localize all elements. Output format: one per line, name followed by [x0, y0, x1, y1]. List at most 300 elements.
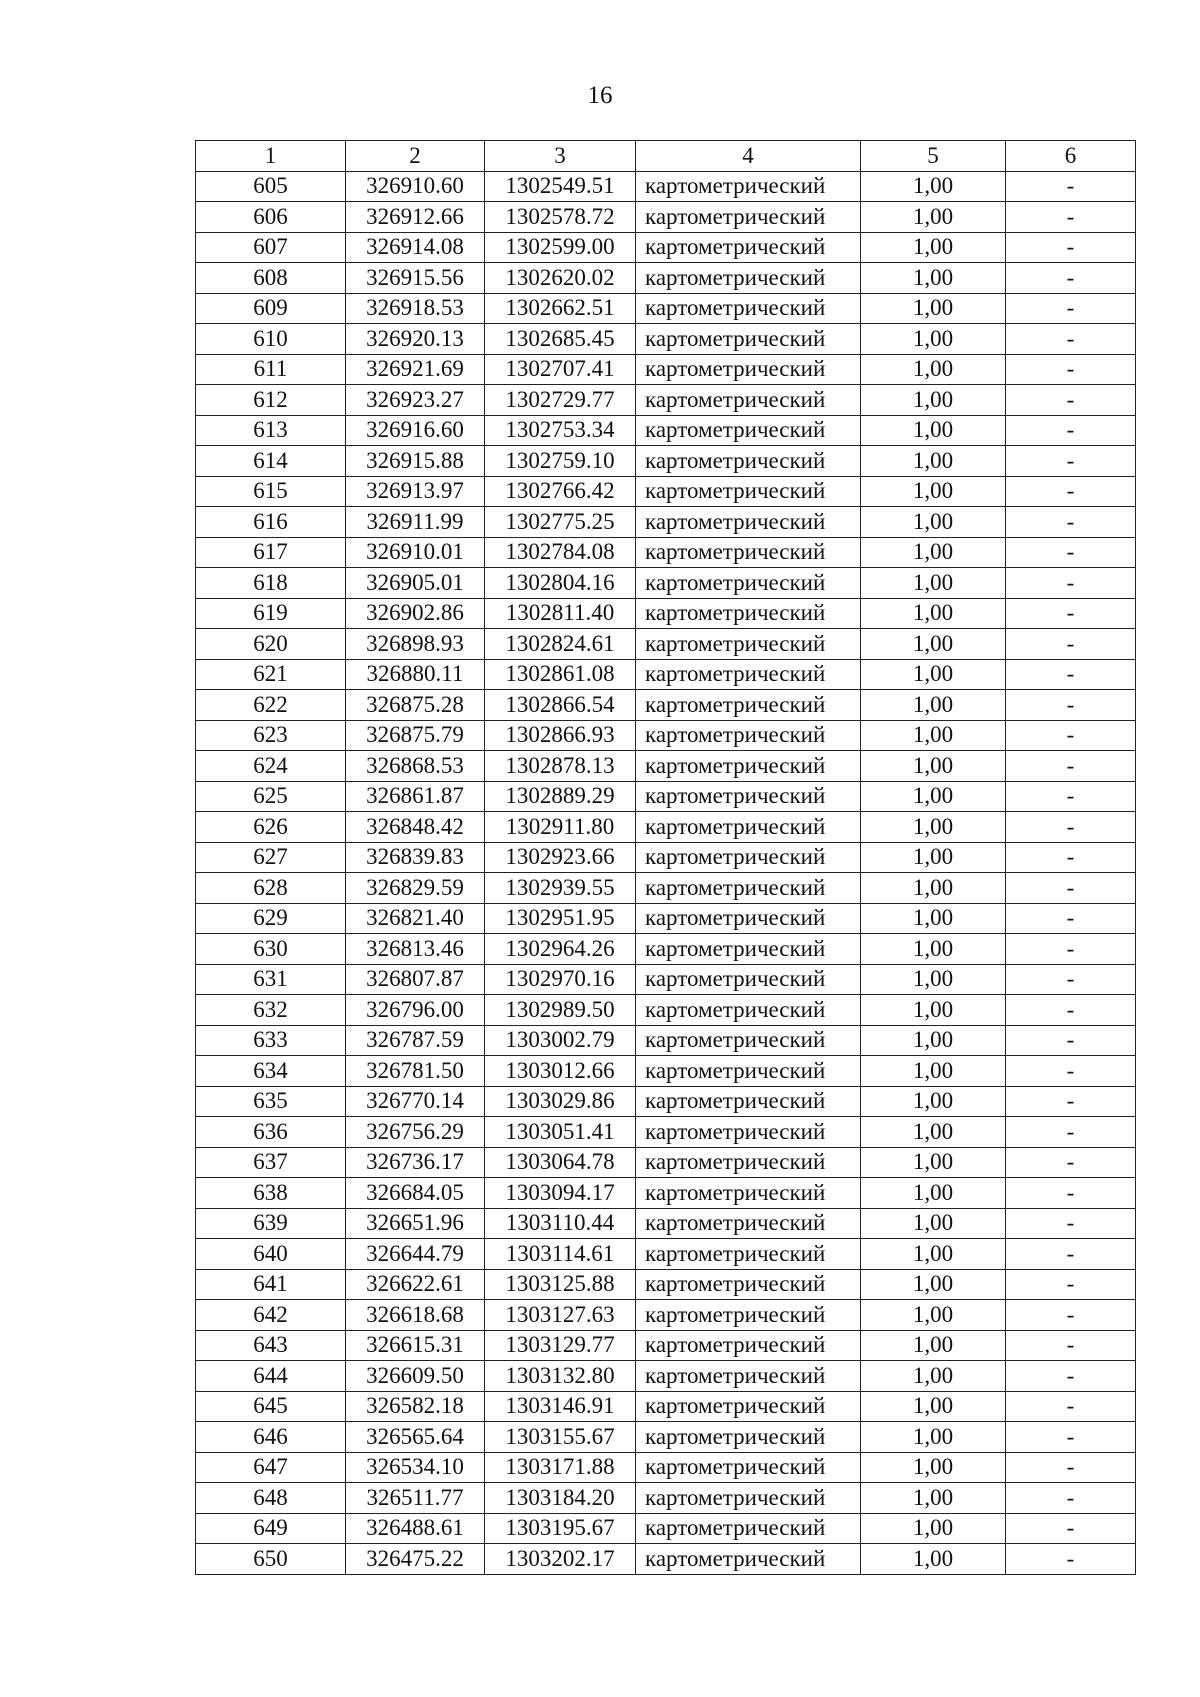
table-row — [196, 1422, 1136, 1453]
table-row — [196, 1391, 1136, 1422]
table-row — [196, 1483, 1136, 1514]
x-coordinate-cell: 326615.31 — [346, 1330, 485, 1361]
x-coordinate-cell: 326848.42 — [346, 812, 485, 843]
table-row — [196, 934, 1136, 965]
table-row — [196, 873, 1136, 904]
method-cell: картометрический — [636, 1208, 861, 1239]
note-cell: - — [1006, 1239, 1136, 1270]
table-row — [196, 598, 1136, 629]
point-number-cell: 641 — [196, 1269, 346, 1300]
note-cell: - — [1006, 629, 1136, 660]
note-cell: - — [1006, 1300, 1136, 1331]
table-row — [196, 964, 1136, 995]
y-coordinate-cell: 1302911.80 — [485, 812, 636, 843]
point-number-cell: 607 — [196, 232, 346, 263]
table-row — [196, 568, 1136, 599]
table-row — [196, 812, 1136, 843]
precision-cell: 1,00 — [861, 690, 1006, 721]
y-coordinate-cell: 1302804.16 — [485, 568, 636, 599]
method-cell: картометрический — [636, 1056, 861, 1087]
note-cell: - — [1006, 1422, 1136, 1453]
precision-cell: 1,00 — [861, 903, 1006, 934]
table-row — [196, 171, 1136, 202]
table-row — [196, 293, 1136, 324]
precision-cell: 1,00 — [861, 1330, 1006, 1361]
method-cell: картометрический — [636, 995, 861, 1026]
x-coordinate-cell: 326821.40 — [346, 903, 485, 934]
y-coordinate-cell: 1303184.20 — [485, 1483, 636, 1514]
y-coordinate-cell: 1302759.10 — [485, 446, 636, 477]
point-number-cell: 646 — [196, 1422, 346, 1453]
precision-cell: 1,00 — [861, 1391, 1006, 1422]
point-number-cell: 617 — [196, 537, 346, 568]
x-coordinate-cell: 326923.27 — [346, 385, 485, 416]
method-cell: картометрический — [636, 751, 861, 782]
point-number-cell: 615 — [196, 476, 346, 507]
table-row — [196, 1361, 1136, 1392]
y-coordinate-cell: 1303064.78 — [485, 1147, 636, 1178]
table-row — [196, 415, 1136, 446]
point-number-cell: 649 — [196, 1513, 346, 1544]
table-row — [196, 903, 1136, 934]
precision-cell: 1,00 — [861, 1300, 1006, 1331]
precision-cell: 1,00 — [861, 1513, 1006, 1544]
method-cell: картометрический — [636, 232, 861, 263]
point-number-cell: 625 — [196, 781, 346, 812]
x-coordinate-cell: 326861.87 — [346, 781, 485, 812]
precision-cell: 1,00 — [861, 1025, 1006, 1056]
x-coordinate-cell: 326534.10 — [346, 1452, 485, 1483]
x-coordinate-cell: 326913.97 — [346, 476, 485, 507]
precision-cell: 1,00 — [861, 202, 1006, 233]
precision-cell: 1,00 — [861, 446, 1006, 477]
note-cell: - — [1006, 354, 1136, 385]
x-coordinate-cell: 326920.13 — [346, 324, 485, 355]
method-cell: картометрический — [636, 903, 861, 934]
point-number-cell: 608 — [196, 263, 346, 294]
table-row — [196, 1086, 1136, 1117]
y-coordinate-cell: 1303114.61 — [485, 1239, 636, 1270]
note-cell: - — [1006, 934, 1136, 965]
table-body — [196, 171, 1136, 1574]
x-coordinate-cell: 326915.88 — [346, 446, 485, 477]
point-number-cell: 621 — [196, 659, 346, 690]
method-cell: картометрический — [636, 1544, 861, 1575]
table-row — [196, 690, 1136, 721]
table-row — [196, 202, 1136, 233]
precision-cell: 1,00 — [861, 232, 1006, 263]
precision-cell: 1,00 — [861, 659, 1006, 690]
method-cell: картометрический — [636, 873, 861, 904]
table-row — [196, 507, 1136, 538]
point-number-cell: 626 — [196, 812, 346, 843]
point-number-cell: 605 — [196, 171, 346, 202]
note-cell: - — [1006, 1391, 1136, 1422]
precision-cell: 1,00 — [861, 629, 1006, 660]
y-coordinate-cell: 1302784.08 — [485, 537, 636, 568]
precision-cell: 1,00 — [861, 995, 1006, 1026]
y-coordinate-cell: 1302766.42 — [485, 476, 636, 507]
precision-cell: 1,00 — [861, 507, 1006, 538]
x-coordinate-cell: 326914.08 — [346, 232, 485, 263]
y-coordinate-cell: 1302861.08 — [485, 659, 636, 690]
table-row — [196, 263, 1136, 294]
note-cell: - — [1006, 385, 1136, 416]
method-cell: картометрический — [636, 507, 861, 538]
table-row — [196, 751, 1136, 782]
y-coordinate-cell: 1303012.66 — [485, 1056, 636, 1087]
point-number-cell: 624 — [196, 751, 346, 782]
y-coordinate-cell: 1303029.86 — [485, 1086, 636, 1117]
point-number-cell: 643 — [196, 1330, 346, 1361]
method-cell: картометрический — [636, 1361, 861, 1392]
point-number-cell: 644 — [196, 1361, 346, 1392]
x-coordinate-cell: 326756.29 — [346, 1117, 485, 1148]
y-coordinate-cell: 1302549.51 — [485, 171, 636, 202]
table-row — [196, 1300, 1136, 1331]
note-cell: - — [1006, 1513, 1136, 1544]
method-cell: картометрический — [636, 1391, 861, 1422]
point-number-cell: 628 — [196, 873, 346, 904]
note-cell: - — [1006, 690, 1136, 721]
precision-cell: 1,00 — [861, 1056, 1006, 1087]
table-row — [196, 1178, 1136, 1209]
table-row — [196, 659, 1136, 690]
point-number-cell: 620 — [196, 629, 346, 660]
precision-cell: 1,00 — [861, 415, 1006, 446]
note-cell: - — [1006, 1544, 1136, 1575]
point-number-cell: 631 — [196, 964, 346, 995]
point-number-cell: 613 — [196, 415, 346, 446]
note-cell: - — [1006, 476, 1136, 507]
x-coordinate-cell: 326868.53 — [346, 751, 485, 782]
note-cell: - — [1006, 1025, 1136, 1056]
method-cell: картометрический — [636, 1300, 861, 1331]
method-cell: картометрический — [636, 1178, 861, 1209]
table-row — [196, 720, 1136, 751]
method-cell: картометрический — [636, 1330, 861, 1361]
precision-cell: 1,00 — [861, 385, 1006, 416]
table-row — [196, 1330, 1136, 1361]
x-coordinate-cell: 326880.11 — [346, 659, 485, 690]
note-cell: - — [1006, 1117, 1136, 1148]
table-row — [196, 1208, 1136, 1239]
method-cell: картометрический — [636, 1422, 861, 1453]
method-cell: картометрический — [636, 476, 861, 507]
precision-cell: 1,00 — [861, 1452, 1006, 1483]
y-coordinate-cell: 1302775.25 — [485, 507, 636, 538]
method-cell: картометрический — [636, 171, 861, 202]
note-cell: - — [1006, 1269, 1136, 1300]
method-cell: картометрический — [636, 385, 861, 416]
point-number-cell: 611 — [196, 354, 346, 385]
precision-cell: 1,00 — [861, 1147, 1006, 1178]
point-number-cell: 616 — [196, 507, 346, 538]
note-cell: - — [1006, 751, 1136, 782]
table-row — [196, 537, 1136, 568]
x-coordinate-cell: 326875.79 — [346, 720, 485, 751]
table-row — [196, 385, 1136, 416]
point-number-cell: 606 — [196, 202, 346, 233]
precision-cell: 1,00 — [861, 1269, 1006, 1300]
y-coordinate-cell: 1302729.77 — [485, 385, 636, 416]
x-coordinate-cell: 326787.59 — [346, 1025, 485, 1056]
x-coordinate-cell: 326511.77 — [346, 1483, 485, 1514]
precision-cell: 1,00 — [861, 842, 1006, 873]
table-row — [196, 354, 1136, 385]
x-coordinate-cell: 326736.17 — [346, 1147, 485, 1178]
x-coordinate-cell: 326488.61 — [346, 1513, 485, 1544]
note-cell: - — [1006, 568, 1136, 599]
y-coordinate-cell: 1302989.50 — [485, 995, 636, 1026]
method-cell: картометрический — [636, 629, 861, 660]
note-cell: - — [1006, 842, 1136, 873]
method-cell: картометрический — [636, 324, 861, 355]
precision-cell: 1,00 — [861, 964, 1006, 995]
x-coordinate-cell: 326807.87 — [346, 964, 485, 995]
note-cell: - — [1006, 415, 1136, 446]
x-coordinate-cell: 326475.22 — [346, 1544, 485, 1575]
note-cell: - — [1006, 232, 1136, 263]
method-cell: картометрический — [636, 659, 861, 690]
x-coordinate-cell: 326770.14 — [346, 1086, 485, 1117]
precision-cell: 1,00 — [861, 1086, 1006, 1117]
method-cell: картометрический — [636, 1239, 861, 1270]
precision-cell: 1,00 — [861, 1483, 1006, 1514]
point-number-cell: 636 — [196, 1117, 346, 1148]
note-cell: - — [1006, 1147, 1136, 1178]
table-row — [196, 232, 1136, 263]
page-number: 16 — [587, 82, 613, 109]
x-coordinate-cell: 326910.60 — [346, 171, 485, 202]
x-coordinate-cell: 326875.28 — [346, 690, 485, 721]
y-coordinate-cell: 1302707.41 — [485, 354, 636, 385]
y-coordinate-cell: 1302951.95 — [485, 903, 636, 934]
header-row — [196, 141, 1136, 172]
x-coordinate-cell: 326622.61 — [346, 1269, 485, 1300]
method-cell: картометрический — [636, 293, 861, 324]
point-number-cell: 623 — [196, 720, 346, 751]
x-coordinate-cell: 326565.64 — [346, 1422, 485, 1453]
precision-cell: 1,00 — [861, 1422, 1006, 1453]
y-coordinate-cell: 1302811.40 — [485, 598, 636, 629]
precision-cell: 1,00 — [861, 324, 1006, 355]
y-coordinate-cell: 1302685.45 — [485, 324, 636, 355]
precision-cell: 1,00 — [861, 1208, 1006, 1239]
y-coordinate-cell: 1302599.00 — [485, 232, 636, 263]
note-cell: - — [1006, 324, 1136, 355]
table-row — [196, 1269, 1136, 1300]
column-header-3: 3 — [485, 141, 636, 172]
column-header-5: 5 — [861, 141, 1006, 172]
point-number-cell: 650 — [196, 1544, 346, 1575]
method-cell: картометрический — [636, 781, 861, 812]
y-coordinate-cell: 1303195.67 — [485, 1513, 636, 1544]
x-coordinate-cell: 326618.68 — [346, 1300, 485, 1331]
table-row — [196, 1025, 1136, 1056]
table-row — [196, 1544, 1136, 1575]
method-cell: картометрический — [636, 446, 861, 477]
coordinates-table — [195, 140, 1136, 1575]
y-coordinate-cell: 1302866.54 — [485, 690, 636, 721]
note-cell: - — [1006, 171, 1136, 202]
precision-cell: 1,00 — [861, 476, 1006, 507]
y-coordinate-cell: 1302578.72 — [485, 202, 636, 233]
precision-cell: 1,00 — [861, 171, 1006, 202]
x-coordinate-cell: 326839.83 — [346, 842, 485, 873]
table-row — [196, 1239, 1136, 1270]
note-cell: - — [1006, 1178, 1136, 1209]
table-row — [196, 781, 1136, 812]
note-cell: - — [1006, 1452, 1136, 1483]
precision-cell: 1,00 — [861, 537, 1006, 568]
precision-cell: 1,00 — [861, 934, 1006, 965]
y-coordinate-cell: 1302970.16 — [485, 964, 636, 995]
method-cell: картометрический — [636, 354, 861, 385]
y-coordinate-cell: 1303171.88 — [485, 1452, 636, 1483]
x-coordinate-cell: 326781.50 — [346, 1056, 485, 1087]
point-number-cell: 634 — [196, 1056, 346, 1087]
point-number-cell: 645 — [196, 1391, 346, 1422]
method-cell: картометрический — [636, 720, 861, 751]
column-header-4: 4 — [636, 141, 861, 172]
note-cell: - — [1006, 720, 1136, 751]
x-coordinate-cell: 326796.00 — [346, 995, 485, 1026]
x-coordinate-cell: 326813.46 — [346, 934, 485, 965]
note-cell: - — [1006, 659, 1136, 690]
precision-cell: 1,00 — [861, 1544, 1006, 1575]
y-coordinate-cell: 1303125.88 — [485, 1269, 636, 1300]
method-cell: картометрический — [636, 263, 861, 294]
method-cell: картометрический — [636, 1269, 861, 1300]
table-row — [196, 476, 1136, 507]
y-coordinate-cell: 1302923.66 — [485, 842, 636, 873]
note-cell: - — [1006, 202, 1136, 233]
point-number-cell: 637 — [196, 1147, 346, 1178]
x-coordinate-cell: 326916.60 — [346, 415, 485, 446]
method-cell: картометрический — [636, 598, 861, 629]
method-cell: картометрический — [636, 934, 861, 965]
x-coordinate-cell: 326651.96 — [346, 1208, 485, 1239]
x-coordinate-cell: 326921.69 — [346, 354, 485, 385]
point-number-cell: 610 — [196, 324, 346, 355]
y-coordinate-cell: 1303202.17 — [485, 1544, 636, 1575]
note-cell: - — [1006, 446, 1136, 477]
note-cell: - — [1006, 1086, 1136, 1117]
method-cell: картометрический — [636, 1025, 861, 1056]
method-cell: картометрический — [636, 964, 861, 995]
point-number-cell: 642 — [196, 1300, 346, 1331]
note-cell: - — [1006, 537, 1136, 568]
y-coordinate-cell: 1302878.13 — [485, 751, 636, 782]
x-coordinate-cell: 326609.50 — [346, 1361, 485, 1392]
note-cell: - — [1006, 1361, 1136, 1392]
method-cell: картометрический — [636, 1513, 861, 1544]
x-coordinate-cell: 326644.79 — [346, 1239, 485, 1270]
precision-cell: 1,00 — [861, 1117, 1006, 1148]
method-cell: картометрический — [636, 1117, 861, 1148]
column-header-1: 1 — [196, 141, 346, 172]
y-coordinate-cell: 1302889.29 — [485, 781, 636, 812]
note-cell: - — [1006, 598, 1136, 629]
precision-cell: 1,00 — [861, 354, 1006, 385]
x-coordinate-cell: 326898.93 — [346, 629, 485, 660]
method-cell: картометрический — [636, 812, 861, 843]
y-coordinate-cell: 1302964.26 — [485, 934, 636, 965]
precision-cell: 1,00 — [861, 812, 1006, 843]
point-number-cell: 619 — [196, 598, 346, 629]
y-coordinate-cell: 1302662.51 — [485, 293, 636, 324]
y-coordinate-cell: 1303094.17 — [485, 1178, 636, 1209]
x-coordinate-cell: 326905.01 — [346, 568, 485, 599]
x-coordinate-cell: 326582.18 — [346, 1391, 485, 1422]
note-cell: - — [1006, 781, 1136, 812]
table-row — [196, 629, 1136, 660]
point-number-cell: 633 — [196, 1025, 346, 1056]
y-coordinate-cell: 1303110.44 — [485, 1208, 636, 1239]
point-number-cell: 612 — [196, 385, 346, 416]
note-cell: - — [1006, 1056, 1136, 1087]
table-row — [196, 1056, 1136, 1087]
point-number-cell: 638 — [196, 1178, 346, 1209]
y-coordinate-cell: 1302866.93 — [485, 720, 636, 751]
method-cell: картометрический — [636, 1452, 861, 1483]
table-row — [196, 1452, 1136, 1483]
x-coordinate-cell: 326829.59 — [346, 873, 485, 904]
note-cell: - — [1006, 964, 1136, 995]
point-number-cell: 622 — [196, 690, 346, 721]
column-header-6: 6 — [1006, 141, 1136, 172]
note-cell: - — [1006, 293, 1136, 324]
y-coordinate-cell: 1302824.61 — [485, 629, 636, 660]
method-cell: картометрический — [636, 202, 861, 233]
method-cell: картометрический — [636, 842, 861, 873]
point-number-cell: 627 — [196, 842, 346, 873]
y-coordinate-cell: 1302620.02 — [485, 263, 636, 294]
method-cell: картометрический — [636, 690, 861, 721]
point-number-cell: 635 — [196, 1086, 346, 1117]
y-coordinate-cell: 1303127.63 — [485, 1300, 636, 1331]
precision-cell: 1,00 — [861, 568, 1006, 599]
y-coordinate-cell: 1303132.80 — [485, 1361, 636, 1392]
y-coordinate-cell: 1303155.67 — [485, 1422, 636, 1453]
point-number-cell: 632 — [196, 995, 346, 1026]
x-coordinate-cell: 326684.05 — [346, 1178, 485, 1209]
table-row — [196, 324, 1136, 355]
y-coordinate-cell: 1303051.41 — [485, 1117, 636, 1148]
table-row — [196, 842, 1136, 873]
precision-cell: 1,00 — [861, 873, 1006, 904]
precision-cell: 1,00 — [861, 1178, 1006, 1209]
x-coordinate-cell: 326902.86 — [346, 598, 485, 629]
note-cell: - — [1006, 873, 1136, 904]
y-coordinate-cell: 1302753.34 — [485, 415, 636, 446]
table-row — [196, 995, 1136, 1026]
precision-cell: 1,00 — [861, 781, 1006, 812]
point-number-cell: 614 — [196, 446, 346, 477]
table-row — [196, 1117, 1136, 1148]
table-row — [196, 446, 1136, 477]
point-number-cell: 648 — [196, 1483, 346, 1514]
note-cell: - — [1006, 995, 1136, 1026]
precision-cell: 1,00 — [861, 293, 1006, 324]
column-header-2: 2 — [346, 141, 485, 172]
precision-cell: 1,00 — [861, 263, 1006, 294]
y-coordinate-cell: 1302939.55 — [485, 873, 636, 904]
note-cell: - — [1006, 507, 1136, 538]
point-number-cell: 647 — [196, 1452, 346, 1483]
point-number-cell: 630 — [196, 934, 346, 965]
